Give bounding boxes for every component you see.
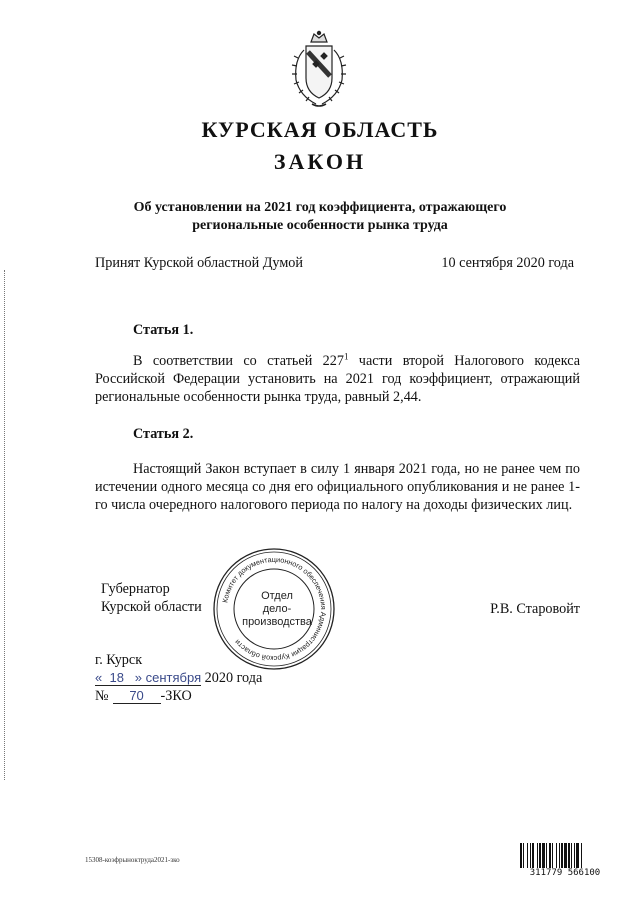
document-type-title: ЗАКОН	[273, 149, 367, 174]
barcode-bar	[552, 843, 553, 871]
article-2-paragraph: Настоящий Закон вступает в силу 1 января 2021 года, но не ранее чем по истечении одного месяца со дня его официального опубликования и не ранее 1-го числа очередного налогового периода по налогу на доходы физических лиц.	[95, 461, 580, 513]
scan-margin-line	[4, 270, 6, 780]
article-1-title: Статья 1.	[133, 322, 194, 338]
barcode-bar	[530, 843, 531, 871]
adopted-by: Принят Курской областной Думой	[95, 255, 303, 271]
law-subject-line-2: региональные особенности рынка труда	[192, 218, 448, 233]
date-open-quote: «	[95, 670, 103, 685]
barcode-bar	[546, 843, 547, 871]
law-number-line	[95, 687, 192, 705]
stamp-ring-text: Комитет документационного обеспечения Администрации Курской области	[220, 554, 329, 664]
barcode-bar	[542, 843, 545, 871]
signatory-title-line-2: Курской области	[101, 599, 202, 615]
adopted-date: 10 сентября 2020 года	[441, 255, 574, 271]
date-day: 18	[109, 670, 124, 685]
barcode-bar	[556, 843, 557, 871]
barcode-bar	[537, 843, 538, 871]
signing-date	[95, 669, 262, 687]
signatory-title-line-1: Губернатор	[101, 581, 170, 597]
barcode-bar	[574, 843, 575, 871]
barcode-bar	[559, 843, 560, 871]
date-close-quote: »	[134, 670, 143, 685]
barcode-bar	[581, 843, 582, 871]
barcode-bar	[539, 843, 541, 871]
stamp-center-line-1: Отдел	[261, 590, 293, 602]
barcode-bar	[520, 843, 522, 871]
barcode-bar	[532, 843, 534, 871]
article-1-text-end: части второй Налогового кодекса Российской Федерации установить на 2021 год коэффициент, отражающий региональные особенности рынка труда, равный 2,44.	[95, 353, 580, 405]
article-1-text-start: В соответствии со статьей 227	[133, 353, 344, 369]
date-month: сентября	[145, 670, 202, 685]
stamp-center-line-2: дело-	[262, 603, 292, 615]
barcode-bar	[561, 843, 563, 871]
region-title: КУРСКАЯ ОБЛАСТЬ	[201, 117, 439, 142]
number-prefix: №	[95, 688, 109, 704]
date-year: 2020 года	[204, 670, 263, 686]
stamp-center-line-3: производства	[242, 616, 312, 628]
barcode-bar	[571, 843, 572, 871]
barcode-bar	[564, 843, 567, 871]
number-suffix: -ЗКО	[160, 688, 192, 704]
city: г. Курск	[95, 652, 143, 668]
round-stamp	[210, 545, 338, 673]
law-subject-line-1: Об установлении на 2021 год коэффициента, отражающего	[133, 200, 507, 215]
footer-file-name: 15308-коэфрынoктруда2021-зко	[85, 856, 180, 864]
barcode-bar	[527, 843, 528, 871]
article-2-title: Статья 2.	[133, 426, 194, 442]
barcode-bar	[576, 843, 579, 871]
law-number: 70	[113, 688, 161, 704]
barcode-bar	[523, 843, 524, 871]
barcode-bar	[549, 843, 551, 871]
article-1-text	[95, 352, 580, 406]
coat-of-arms-emblem	[286, 30, 352, 110]
article-2-text	[95, 460, 580, 514]
article-superscript: 1	[343, 351, 349, 362]
signing-date-handwritten	[95, 670, 201, 686]
barcode-digits: 311779 566100	[519, 868, 611, 878]
signatory-name: Р.В. Старовойт	[490, 601, 580, 617]
barcode-bar	[568, 843, 570, 871]
